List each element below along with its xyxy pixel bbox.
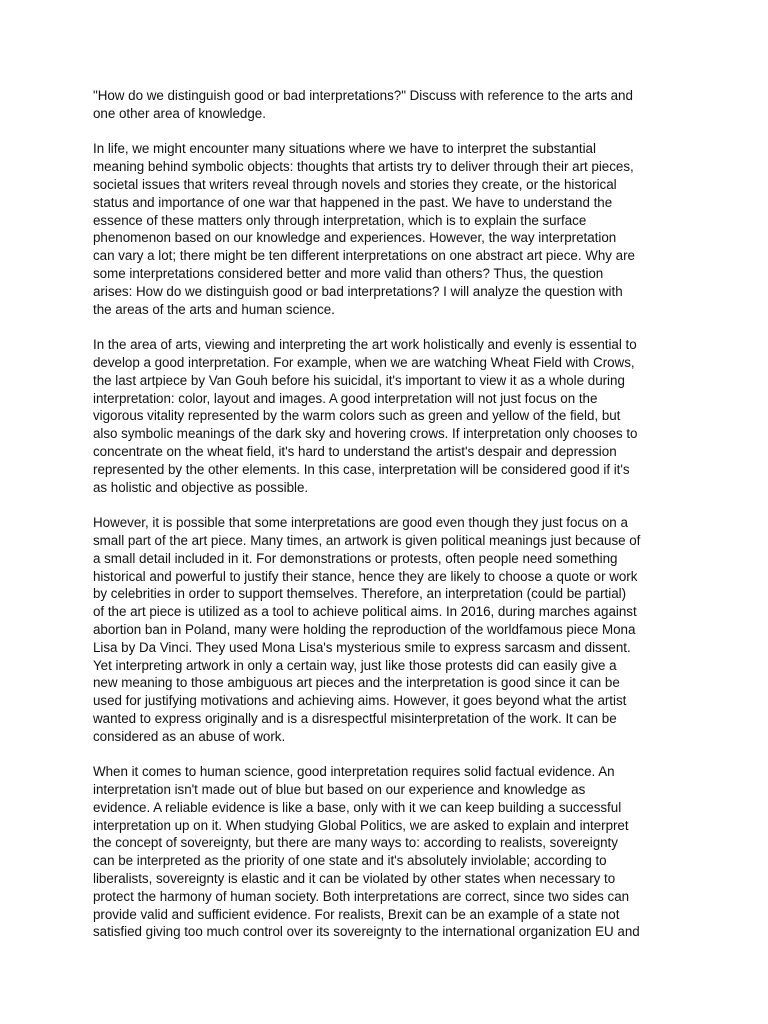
text-line: a small detail included in it. For demonstrations or protests, often people need something: [93, 550, 618, 566]
text-line: Lisa by Da Vinci. They used Mona Lisa's mysterious smile to express sarcasm and dissent.: [93, 639, 631, 655]
text-line: In life, we might encounter many situations where we have to interpret the substantial: [93, 141, 596, 157]
text-line: However, it is possible that some interpretations are good even though they just focus on a: [93, 515, 628, 531]
text-line: represented by the other elements. In this case, interpretation will be considered good if it's: [93, 461, 630, 477]
text-line: evidence. A reliable evidence is like a base, only with it we can keep building a successful: [93, 799, 622, 815]
text-line: satisfied giving too much control over its sovereignty to the international organization EU and: [93, 924, 640, 940]
text-line: essence of these matters only through interpretation, which is to explain the surface: [93, 212, 587, 228]
text-line: some interpretations considered better and more valid than others? Thus, the question: [93, 265, 604, 281]
text-line: "How do we distinguish good or bad interpretations?" Discuss with reference to the arts and: [93, 88, 633, 103]
text-line: vigorous vitality represented by the warm colors such as green and yellow of the field, but: [93, 408, 621, 424]
paragraph-human-science: [93, 763, 679, 941]
text-line: of the art piece is utilized as a tool to achieve political aims. In 2016, during marches against: [93, 604, 637, 620]
text-line: wanted to express originally and is a disrespectful misinterpretation of the work. It can be: [93, 710, 617, 726]
text-line: phenomenon based on our knowledge and experiences. However, the way interpretation: [93, 230, 617, 246]
text-line: When it comes to human science, good interpretation requires solid factual evidence. An: [93, 764, 615, 780]
text-line: can be interpreted as the priority of one state and it's absolutely inviolable; according to: [93, 853, 607, 869]
text-line: the areas of the arts and human science.: [93, 301, 335, 317]
text-line: interpretation isn't made out of blue but based on our experience and knowledge as: [93, 782, 586, 798]
text-line: In the area of arts, viewing and interpreting the art work holistically and evenly is essential to: [93, 337, 637, 353]
text-line: arises: How do we distinguish good or bad interpretations? I will analyze the question with: [93, 283, 623, 299]
text-line: used for justifying motivations and achieving aims. However, it goes beyond what the artist: [93, 693, 627, 709]
text-line: the concept of sovereignty, but there are many ways to: according to realists, sovereignty: [93, 835, 618, 851]
paragraph-introduction: [93, 140, 679, 318]
text-line: the last artpiece by Van Gouh before his suicidal, it's important to view it as a whole during: [93, 372, 625, 388]
text-line: considered as an abuse of work.: [93, 728, 286, 744]
text-line: historical and powerful to justify their stance, hence they are likely to choose a quote or work: [93, 568, 638, 584]
text-line: concentrate on the wheat field, it's hard to understand the artist's despair and depression: [93, 443, 617, 459]
text-line: new meaning to those ambiguous art pieces and the interpretation is good since it can be: [93, 675, 620, 691]
text-line: interpretation up on it. When studying Global Politics, we are asked to explain and interpret: [93, 817, 629, 833]
text-line: abortion ban in Poland, many were holding the reproduction of the worldfamous piece Mona: [93, 621, 636, 637]
text-line: societal issues that writers reveal through novels and stories they create, or the historical: [93, 176, 617, 192]
text-line: small part of the art piece. Many times, an artwork is given political meanings just because of: [93, 532, 641, 548]
text-line: interpretation: color, layout and images. A good interpretation will not just focus on the: [93, 390, 598, 406]
text-line: meaning behind symbolic objects: thoughts that artists try to deliver through their art pieces,: [93, 159, 634, 175]
text-line: also symbolic meanings of the dark sky and hovering crows. If interpretation only chooses to: [93, 426, 638, 442]
text-line: liberalists, sovereignty is elastic and it can be violated by other states when necessary to: [93, 871, 616, 887]
text-line: one other area of knowledge.: [93, 105, 266, 121]
text-line: as holistic and objective as possible.: [93, 479, 309, 495]
text-line: provide valid and sufficient evidence. For realists, Brexit can be an example of a state not: [93, 906, 620, 922]
text-line: protect the harmony of human society. Both interpretations are correct, since two sides can: [93, 888, 630, 904]
text-line: develop a good interpretation. For example, when we are watching Wheat Field with Crows,: [93, 354, 635, 370]
text-line: Yet interpreting artwork in only a certain way, just like those protests did can easily give a: [93, 657, 617, 673]
document-page: [93, 87, 679, 959]
paragraph-arts-holistic: [93, 336, 679, 496]
text-line: status and importance of one war that happened in the past. We have to understand the: [93, 194, 613, 210]
text-line: by celebrities in order to support themselves. Therefore, an interpretation (could be partial): [93, 586, 627, 602]
text-line: can vary a lot; there might be ten different interpretations on one abstract art piece. Why are: [93, 248, 635, 264]
paragraph-arts-partial: [93, 514, 679, 745]
essay-prompt: [93, 87, 679, 123]
